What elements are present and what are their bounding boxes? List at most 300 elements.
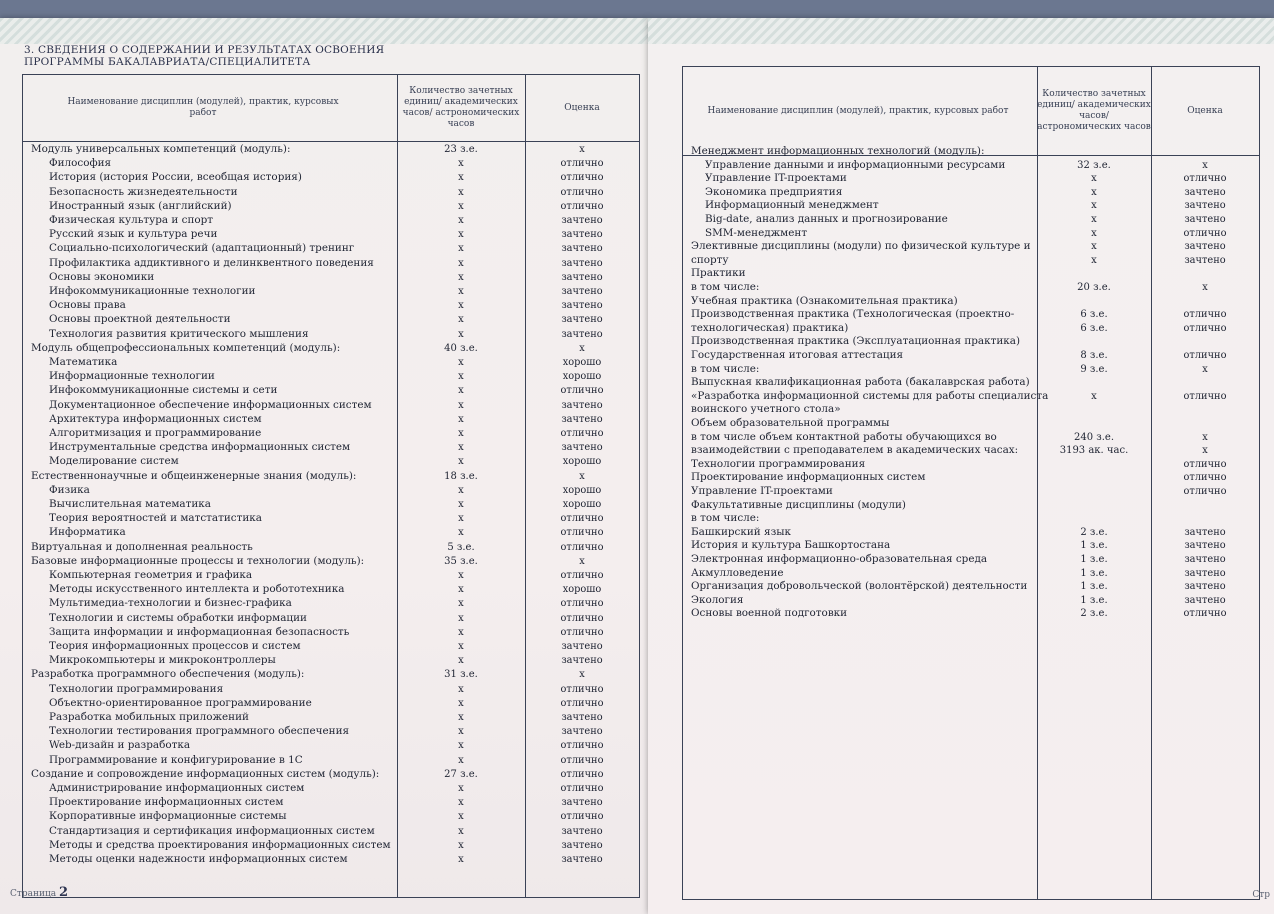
credits-value: х [458,300,464,312]
credits-value: 2 з.е. [1080,608,1108,620]
credits-value: х [458,612,464,624]
table-row [683,295,1259,309]
header-grade: Оценка [1187,105,1223,116]
table-row [683,349,1259,363]
table-row [23,257,639,271]
discipline-name: Государственная итоговая аттестация [691,349,904,361]
credits-value: х [458,399,464,411]
table-row [683,403,1259,417]
credits-value: 5 з.е. [447,541,475,553]
grade-value: зачтено [561,797,603,809]
grade-value: х [1202,431,1208,443]
credits-value: 18 з.е. [444,470,478,482]
credits-value: х [458,584,464,596]
table-row [683,553,1259,567]
credits-value: 6 з.е. [1080,322,1108,334]
credits-value: х [458,854,464,865]
grade-value: зачтено [561,825,603,837]
grade-value: х [1202,363,1208,375]
discipline-name: Компьютерная геометрия и графика [49,569,253,581]
discipline-name: Управление данными и информационными ресурсами [705,158,1006,171]
discipline-name: Иностранный язык (английский) [49,199,232,212]
credits-value: 1 з.е. [1080,567,1108,579]
discipline-name: в том числе: [691,281,760,293]
credits-value: 20 з.е. [1077,282,1111,293]
discipline-name: Безопасность жизнедеятельности [49,185,238,198]
credits-value: 1 з.е. [1080,581,1108,593]
table-row [683,335,1259,349]
discipline-name: Основы экономики [49,270,155,283]
header-credits: Количество зачетных единиц/ академических часов/ астрономических часов [402,86,520,129]
table-row [683,539,1259,553]
grade-value: зачтено [561,839,603,851]
credits-value: х [458,357,464,368]
table-header [683,67,1259,156]
grade-value: отлично [560,527,604,539]
discipline-name: Управление IT-проектами [705,172,847,185]
grade-value: х [1202,159,1208,171]
discipline-name: Разработка программного обеспечения (модуль): [31,668,305,681]
table-row [683,308,1259,322]
discipline-name: Естественнонаучные и общеинженерные знания (модуль): [31,469,357,482]
credits-value: х [458,811,464,823]
grade-value: х [1202,282,1208,293]
table-row [23,782,639,796]
credits-value: х [458,626,464,638]
credits-value: х [458,783,464,794]
grade-value: хорошо [562,357,602,368]
credits-value: х [458,712,464,723]
discipline-name: Физика [49,483,90,496]
discipline-name: Технологии программирования [49,682,224,695]
discipline-name: Акмулловедение [691,566,784,579]
discipline-name: Основы проектной деятельности [49,313,231,326]
grade-value: отлично [560,172,604,184]
grade-value: зачтено [561,442,603,454]
table-row [683,417,1259,431]
credits-value: х [458,229,464,241]
grade-value: отлично [1183,322,1227,334]
table-row [23,399,639,413]
table-row [23,143,639,157]
grade-value: отлично [560,811,604,823]
discipline-name: Программирование и конфигурирование в 1С [49,753,303,766]
discipline-name: спорту [691,253,729,266]
credits-value: х [458,754,464,766]
table-row [683,240,1259,254]
discipline-name: Информационный менеджмент [705,199,879,212]
grade-value: зачтено [1184,526,1226,538]
table-row [683,471,1259,485]
credits-value: 27 з.е. [444,768,478,780]
credits-value: х [458,570,464,581]
table-row [23,342,639,356]
discipline-name: Алгоритмизация и программирование [49,427,262,439]
grade-value: х [579,144,585,155]
credits-value: х [458,243,464,255]
grade-value: зачтено [1184,214,1226,225]
table-row [23,739,639,753]
discipline-name: История и культура Башкортостана [691,539,891,552]
discipline-name: Создание и сопровождение информационных систем (модуль): [31,767,380,780]
grade-value: отлично [560,385,604,397]
grade-value: хорошо [562,456,602,468]
discipline-name: Технологии тестирования программного обеспечения [49,725,350,738]
discipline-name: Элективные дисциплины (модули) по физической культуре и [691,240,1031,253]
page-number-left [10,885,68,900]
page-number-right: Стр [1252,890,1270,900]
credits-value: х [458,697,464,709]
table-row [683,267,1259,281]
grade-value: отлично [560,513,604,525]
credits-value: 2 з.е. [1080,526,1108,538]
table-row [683,485,1259,499]
discipline-name: Инфокоммуникационные системы и сети [49,384,278,397]
grade-value: хорошо [562,371,602,383]
table-row [23,853,639,867]
discipline-name: Методы и средства проектирования информационных систем [49,838,391,851]
grade-value: зачтено [1184,581,1226,593]
discipline-name: Документационное обеспечение информационных систем [49,398,372,411]
discipline-name: Технология развития критического мышления [49,327,309,340]
table-row [683,159,1259,173]
grade-value: зачтено [1184,540,1226,552]
table-row [23,683,639,697]
grade-value: отлично [1183,608,1227,620]
table-row [23,583,639,597]
discipline-name: Технологии и системы обработки информации [49,611,307,624]
discipline-name: Big-date, анализ данных и прогнозирование [705,213,948,225]
grade-value: х [579,470,585,482]
table-row [683,145,1259,159]
grade-value: зачтено [1184,594,1226,606]
discipline-name: Электронная информационно-образовательная среда [691,553,988,565]
discipline-name: Экономика предприятия [705,185,843,198]
discipline-name: Проектирование информационных систем [691,471,926,484]
discipline-name: Теория информационных процессов и систем [49,640,301,652]
grade-value: х [579,342,585,354]
grade-value: зачтено [561,854,603,865]
credits-value: 6 з.е. [1080,309,1108,321]
credits-value: 8 з.е. [1080,350,1108,361]
table-row [23,526,639,540]
table-row [683,444,1259,458]
grade-value: зачтено [561,286,603,297]
credits-value: х [1091,390,1097,402]
credits-value: х [458,726,464,738]
credits-value: х [458,797,464,809]
table-row [23,754,639,768]
grade-value: отлично [1183,227,1227,239]
credits-value: х [458,655,464,667]
credits-value: х [458,484,464,496]
grade-value: отлично [1183,309,1227,321]
credits-value: х [458,825,464,837]
table-row [23,328,639,342]
table-row [683,594,1259,608]
table-row [683,186,1259,200]
credits-value: х [458,158,464,170]
grade-value: отлично [560,158,604,170]
table-row [23,512,639,526]
discipline-name: Разработка мобильных приложений [49,711,249,723]
table-row [23,427,639,441]
grade-value: зачтено [1184,554,1226,565]
grade-value: зачтено [561,243,603,255]
table-row [683,281,1259,295]
credits-value: 1 з.е. [1080,540,1108,552]
credits-value: х [458,257,464,269]
discipline-name: Объем образовательной программы [691,417,890,429]
credits-value: х [458,286,464,297]
grade-value: зачтено [1184,241,1226,253]
discipline-name: Информационные технологии [49,370,215,383]
credits-value: х [458,314,464,326]
discipline-name: в том числе объем контактной работы обучающихся во [691,430,997,443]
table-row [683,431,1259,445]
table-row [23,697,639,711]
table-row [23,242,639,256]
discipline-name: технологическая) практика) [691,321,849,334]
table-row [23,640,639,654]
discipline-name: Социально-психологический (адаптационный) тренинг [49,242,355,255]
grade-value: зачтено [561,655,603,667]
credits-value: 1 з.е. [1080,594,1108,606]
discipline-name: Администрирование информационных систем [49,782,305,794]
table-row [23,171,639,185]
table-row [683,458,1259,472]
credits-value: 40 з.е. [444,342,478,354]
discipline-name: Экология [691,593,744,606]
grade-value: отлично [560,186,604,198]
grade-value: хорошо [562,484,602,496]
table-row [23,541,639,555]
credits-value: х [1091,186,1097,198]
table-row [23,725,639,739]
table-row [23,470,639,484]
table-row [683,607,1259,621]
discipline-name: Управление IT-проектами [691,485,833,497]
credits-value: х [458,413,464,425]
page-label: Страница [10,889,57,899]
discipline-name: Русский язык и культура речи [49,228,218,241]
grade-value: отлично [560,428,604,439]
credits-value: х [458,527,464,539]
discipline-name: Башкирский язык [691,525,792,538]
grade-value: зачтено [561,399,603,411]
grade-value: зачтено [561,300,603,312]
credits-value: х [1091,241,1097,253]
table-row [23,810,639,824]
table-row [23,711,639,725]
grade-value: отлично [560,754,604,766]
discipline-name: Инструментальные средства информационных систем [49,441,351,454]
table-row [23,654,639,668]
grade-value: отлично [560,783,604,794]
discipline-name: Производственная практика (Технологическая (проектно- [691,308,1015,321]
table-row [23,825,639,839]
discipline-name: История (история России, всеобщая история) [49,171,302,184]
table-row [23,186,639,200]
table-row [23,370,639,384]
table-row [683,322,1259,336]
discipline-name: Учебная практика (Ознакомительная практика) [691,294,958,307]
discipline-name: в том числе: [691,512,760,525]
discipline-name: Профилактика аддиктивного и делинквентного поведения [49,256,374,269]
discipline-name: Философия [49,157,112,170]
grade-value: отлично [1183,173,1227,185]
table-row [683,213,1259,227]
table-row [23,228,639,242]
credits-value: 3193 ак. час. [1059,445,1129,457]
grade-value: зачтено [561,328,603,340]
grade-value: отлично [1183,458,1227,470]
table-row [23,313,639,327]
discipline-name: Технологии программирования [691,457,866,470]
credits-value: х [458,172,464,184]
table-row [683,376,1259,390]
grade-value: отлично [560,768,604,780]
left-grades-table [22,74,640,898]
grade-value: зачтено [1184,186,1226,198]
discipline-name: Моделирование систем [49,455,179,468]
grade-value: отлично [560,697,604,709]
header-grade: Оценка [564,102,600,113]
discipline-name: Физическая культура и спорт [49,214,214,226]
table-header [23,75,639,142]
section-heading: 3. СВЕДЕНИЯ О СОДЕРЖАНИИ И РЕЗУЛЬТАТАХ ОСВОЕНИЯ ПРОГРАММЫ БАКАЛАВРИАТА/СПЕЦИАЛИТЕТА [24,44,385,68]
grade-value: отлично [560,200,604,212]
table-row [23,498,639,512]
discipline-name: Инфокоммуникационные технологии [49,285,256,297]
credits-value: х [458,215,464,226]
credits-value: х [1091,214,1097,225]
credits-value: 1 з.е. [1080,554,1108,565]
discipline-name: Модуль общепрофессиональных компетенций (модуль): [31,341,341,354]
table-row [683,363,1259,377]
discipline-name: Практики [691,267,746,280]
table-row [683,227,1259,241]
credits-value: х [458,428,464,439]
credits-value: х [458,186,464,198]
grade-value: х [579,669,585,681]
discipline-name: Виртуальная и дополненная реальность [31,540,253,553]
grade-value: отлично [1183,350,1227,361]
discipline-name: Стандартизация и сертификация информационных систем [49,824,375,837]
discipline-name: Факультативные дисциплины (модули) [691,498,906,511]
credits-value: х [458,442,464,454]
table-row [683,199,1259,213]
discipline-name: SMM-менеджмент [705,226,808,239]
table-row [683,526,1259,540]
grade-value: зачтено [561,314,603,326]
table-row [23,555,639,569]
discipline-name: Проектирование информационных систем [49,796,284,809]
grade-value: отлично [560,541,604,553]
right-page [648,18,1274,914]
grade-value: отлично [560,626,604,638]
table-row [23,271,639,285]
credits-value: х [458,371,464,383]
discipline-name: Выпускная квалификационная работа (бакалаврская работа) [691,376,1030,389]
discipline-name: Архитектура информационных систем [49,412,262,425]
table-row [23,413,639,427]
credits-value: х [458,385,464,397]
table-row [683,512,1259,526]
table-row [23,455,639,469]
grade-value: хорошо [562,499,602,510]
discipline-name: Микрокомпьютеры и микроконтроллеры [49,654,276,667]
page-number: 2 [59,885,69,900]
credits-value: х [458,641,464,652]
discipline-name: Корпоративные информационные системы [49,810,287,823]
discipline-name: Основы права [49,299,126,312]
grade-value: х [579,555,585,567]
table-row [23,484,639,498]
grade-value: отлично [1183,472,1227,484]
discipline-name: Вычислительная математика [49,498,211,510]
table-row [23,839,639,853]
left-page [0,18,648,914]
table-row [683,499,1259,513]
table-row [683,390,1259,404]
discipline-name: Мультимедиа-технологии и бизнес-графика [49,597,292,610]
discipline-name: Базовые информационные процессы и технологии (модуль): [31,554,365,567]
table-row [23,384,639,398]
credits-value: х [1091,227,1097,239]
discipline-name: Основы военной подготовки [691,607,848,620]
discipline-name: Математика [49,356,118,368]
grade-value: отлично [560,740,604,752]
grade-value: зачтено [1184,254,1226,266]
credits-value: 32 з.е. [1077,159,1111,171]
credits-value: х [1091,173,1097,185]
grade-value: зачтено [561,257,603,269]
table-row [683,580,1259,594]
right-grades-table [682,66,1260,900]
credits-value: х [458,683,464,695]
discipline-name: взаимодействии с преподавателем в академических часах: [691,444,1019,457]
grade-value: зачтено [1184,200,1226,212]
table-row [23,597,639,611]
table-row [683,254,1259,268]
table-row [23,612,639,626]
grade-value: отлично [560,683,604,695]
header-name: Наименование дисциплин (модулей), практик, курсовых работ [707,105,1009,116]
credits-value: х [458,513,464,525]
discipline-name: «Разработка информационной системы для работы специалиста [691,389,1049,402]
discipline-name: Модуль универсальных компетенций (модуль): [31,143,291,155]
table-row [23,157,639,171]
discipline-name: в том числе: [691,362,760,375]
header-credits: Количество зачетных единиц/ академических часов/ астрономических часов [1037,89,1151,132]
grade-value: х [1202,445,1208,457]
table-row [23,768,639,782]
grade-value: зачтено [561,271,603,283]
credits-value: х [458,598,464,610]
table-row [23,569,639,583]
credits-value: х [458,499,464,510]
table-row [23,441,639,455]
discipline-name: Теория вероятностей и матстатистика [49,512,262,525]
grade-value: отлично [1183,486,1227,497]
discipline-name: Методы искусственного интеллекта и робототехника [49,583,345,596]
grade-value: зачтено [1184,567,1226,579]
discipline-name: Производственная практика (Эксплуатационная практика) [691,335,1021,348]
table-row [683,567,1259,581]
grade-value: хорошо [562,584,602,596]
credits-value: 9 з.е. [1080,363,1108,375]
